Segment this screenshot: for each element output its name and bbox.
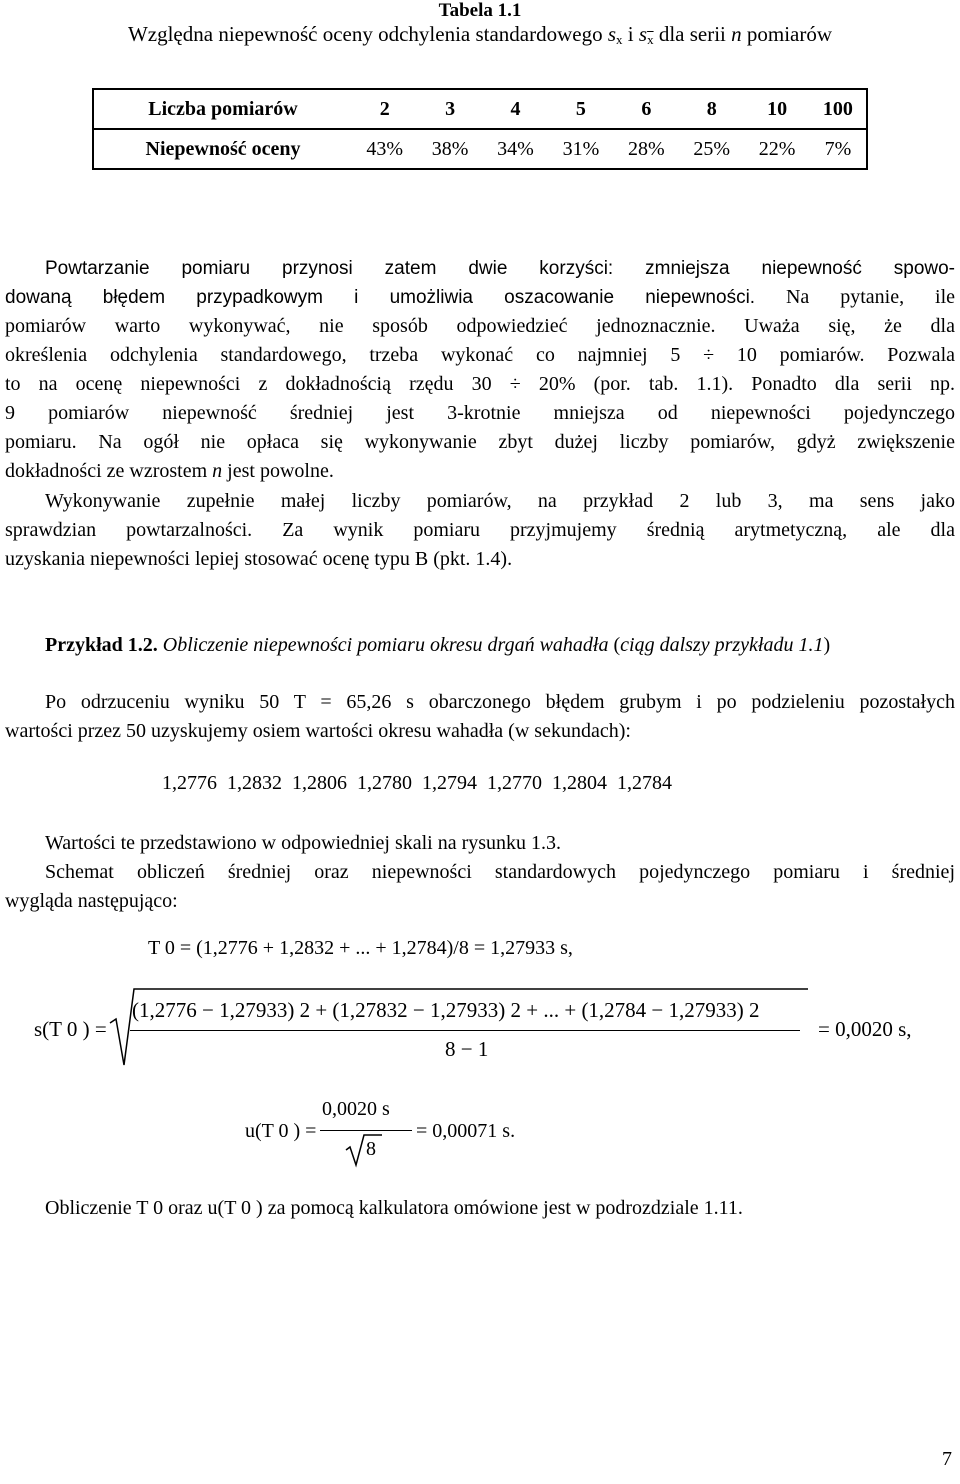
p1-line-1: Powtarzanie pomiaru przynosi zatem dwie korzyści: zmniejsza niepewność spowo- bbox=[45, 258, 955, 279]
value-item: 1,2770 bbox=[487, 772, 542, 794]
paragraph-few-measurements bbox=[5, 487, 955, 574]
caption-text-2: i bbox=[622, 22, 639, 46]
p1-line-4: określenia odchylenia standardowego, trzeba wykonać co najmniej 5 ÷ 10 pomiarów. Pozwala bbox=[5, 344, 955, 366]
formula-u-fraction-bar bbox=[320, 1130, 412, 1131]
example-paren-italic: ciąg dalszy przykładu 1.1 bbox=[620, 634, 824, 656]
p1-line-2: dowaną błędem przypadkowym i umożliwia oszacowanie niepewności. bbox=[5, 287, 756, 308]
row-label-uncertainty: Niepewność oceny bbox=[93, 129, 352, 169]
values-line bbox=[162, 772, 672, 795]
cell-uncertainty: 22% bbox=[744, 129, 809, 169]
caption-sxbar: s bbox=[638, 22, 648, 46]
value-item: 1,2832 bbox=[227, 772, 282, 794]
cell-count: 5 bbox=[548, 89, 613, 129]
example-heading bbox=[45, 634, 830, 657]
paragraph-values-intro bbox=[5, 688, 955, 746]
example-label: Przykład 1.2. bbox=[45, 634, 158, 656]
formula-s-denominator: 8 − 1 bbox=[445, 1037, 489, 1061]
caption-text-4: pomiarów bbox=[741, 22, 833, 46]
p1-line-7: pomiaru. Na ogół nie opłaca się wykonywanie zbyt dużej liczby pomiarów, gdyż zwiększenie bbox=[5, 431, 955, 453]
formula-u-denominator: 8 bbox=[366, 1138, 376, 1160]
uncertainty-table bbox=[92, 88, 868, 170]
p4-line-1: Wartości te przedstawiono w odpowiedniej skali na rysunku 1.3. bbox=[45, 832, 562, 854]
table-row-count bbox=[93, 89, 867, 129]
formula-u-rhs: = 0,00071 s. bbox=[416, 1120, 516, 1142]
example-paren-close: ) bbox=[823, 634, 831, 656]
p1-line-2b: Na pytanie, ile bbox=[755, 286, 956, 308]
sqrt-sign-small bbox=[344, 1132, 384, 1168]
cell-uncertainty: 31% bbox=[548, 129, 613, 169]
p1-line-8 bbox=[5, 457, 955, 486]
cell-uncertainty: 43% bbox=[352, 129, 417, 169]
paragraph-repetition bbox=[5, 254, 955, 486]
cell-count: 6 bbox=[614, 89, 679, 129]
formula-u-lhs: u(T 0 ) = bbox=[245, 1120, 317, 1142]
table-row-uncertainty bbox=[93, 129, 867, 169]
p4-line-2: Schemat obliczeń średniej oraz niepewności standardowych pojedynczego pomiaru i średniej bbox=[45, 861, 955, 883]
p1-line-6: 9 pomiarów niepewność średniej jest 3-krotnie mniejsza od niepewności pojedynczego bbox=[5, 402, 955, 424]
closing-sentence: Obliczenie T 0 oraz u(T 0 ) za pomocą kalkulatora omówione jest w podrozdziale 1.11. bbox=[45, 1197, 743, 1219]
value-item: 1,2780 bbox=[357, 772, 412, 794]
p2-line-2: sprawdzian powtarzalności. Za wynik pomiaru przyjmujemy średnią arytmetyczną, ale dla bbox=[5, 519, 955, 541]
cell-count: 100 bbox=[810, 89, 867, 129]
cell-uncertainty: 28% bbox=[614, 129, 679, 169]
row-label-count: Liczba pomiarów bbox=[93, 89, 352, 129]
p3-line-2: wartości przez 50 uzyskujemy osiem wartości okresu wahadła (w sekundach): bbox=[5, 720, 631, 742]
value-item: 1,2794 bbox=[422, 772, 477, 794]
p1-line-8n: n bbox=[212, 460, 223, 482]
formula-s-rhs: = 0,0020 s, bbox=[818, 1017, 912, 1041]
caption-n: n bbox=[731, 22, 742, 46]
caption-sx: s bbox=[607, 22, 617, 46]
p3-line-1: Po odrzuceniu wyniku 50 T = 65,26 s obarczonego błędem grubym i po podzieleniu pozostałych bbox=[45, 691, 955, 713]
table-caption bbox=[0, 22, 960, 48]
example-title: Obliczenie niepewności pomiaru okresu drgań wahadła bbox=[162, 634, 609, 656]
cell-uncertainty: 34% bbox=[483, 129, 548, 169]
value-item: 1,2784 bbox=[617, 772, 672, 794]
value-item: 1,2806 bbox=[292, 772, 347, 794]
formula-s-fraction-bar bbox=[130, 1030, 800, 1031]
cell-uncertainty: 25% bbox=[679, 129, 744, 169]
caption-sx-sub: x bbox=[616, 32, 623, 47]
example-paren-open: ( bbox=[608, 634, 621, 656]
cell-uncertainty: 7% bbox=[810, 129, 867, 169]
p2-line-3: uzyskania niepewności lepiej stosować ocenę typu B (pkt. 1.4). bbox=[5, 548, 513, 570]
formula-s-lhs: s(T 0 ) = bbox=[34, 1017, 107, 1041]
paragraph-scheme bbox=[5, 829, 955, 916]
caption-sxbar-sub: x bbox=[647, 32, 654, 47]
p1-line-8a: dokładności ze wzrostem bbox=[5, 460, 213, 482]
cell-count: 3 bbox=[417, 89, 482, 129]
formula-mean: T 0 = (1,2776 + 1,2832 + ... + 1,2784)/8 = 1,27933 s, bbox=[148, 937, 573, 959]
table-title: Tabela 1.1 bbox=[438, 0, 522, 21]
value-item: 1,2804 bbox=[552, 772, 607, 794]
formula-u-numerator: 0,0020 s bbox=[322, 1098, 390, 1120]
p1-line-3: pomiarów warto wykonywać, nie sposób odpowiedzieć jednoznacznie. Uważa się, że dla bbox=[5, 315, 955, 337]
page-number: 7 bbox=[942, 1448, 952, 1470]
formula-s-numerator: (1,2776 − 1,27933) 2 + (1,27832 − 1,27933) 2 + ... + (1,2784 − 1,27933) 2 bbox=[132, 998, 760, 1022]
cell-count: 4 bbox=[483, 89, 548, 129]
caption-text-3: dla serii bbox=[653, 22, 732, 46]
caption-text-1: Względna niepewność oceny odchylenia standardowego bbox=[127, 22, 608, 46]
p2-line-1: Wykonywanie zupełnie małej liczby pomiarów, na przykład 2 lub 3, ma sens jako bbox=[45, 490, 955, 512]
p1-line-5: to na ocenę niepewności z dokładnością rzędu 30 ÷ 20% (por. tab. 1.1). Ponadto dla serii np. bbox=[5, 373, 955, 395]
value-item: 1,2776 bbox=[162, 772, 217, 794]
cell-uncertainty: 38% bbox=[417, 129, 482, 169]
p1-line-8b: jest powolne. bbox=[222, 460, 334, 482]
p4-line-3: wygląda następująco: bbox=[5, 890, 178, 912]
cell-count: 10 bbox=[744, 89, 809, 129]
cell-count: 8 bbox=[679, 89, 744, 129]
cell-count: 2 bbox=[352, 89, 417, 129]
